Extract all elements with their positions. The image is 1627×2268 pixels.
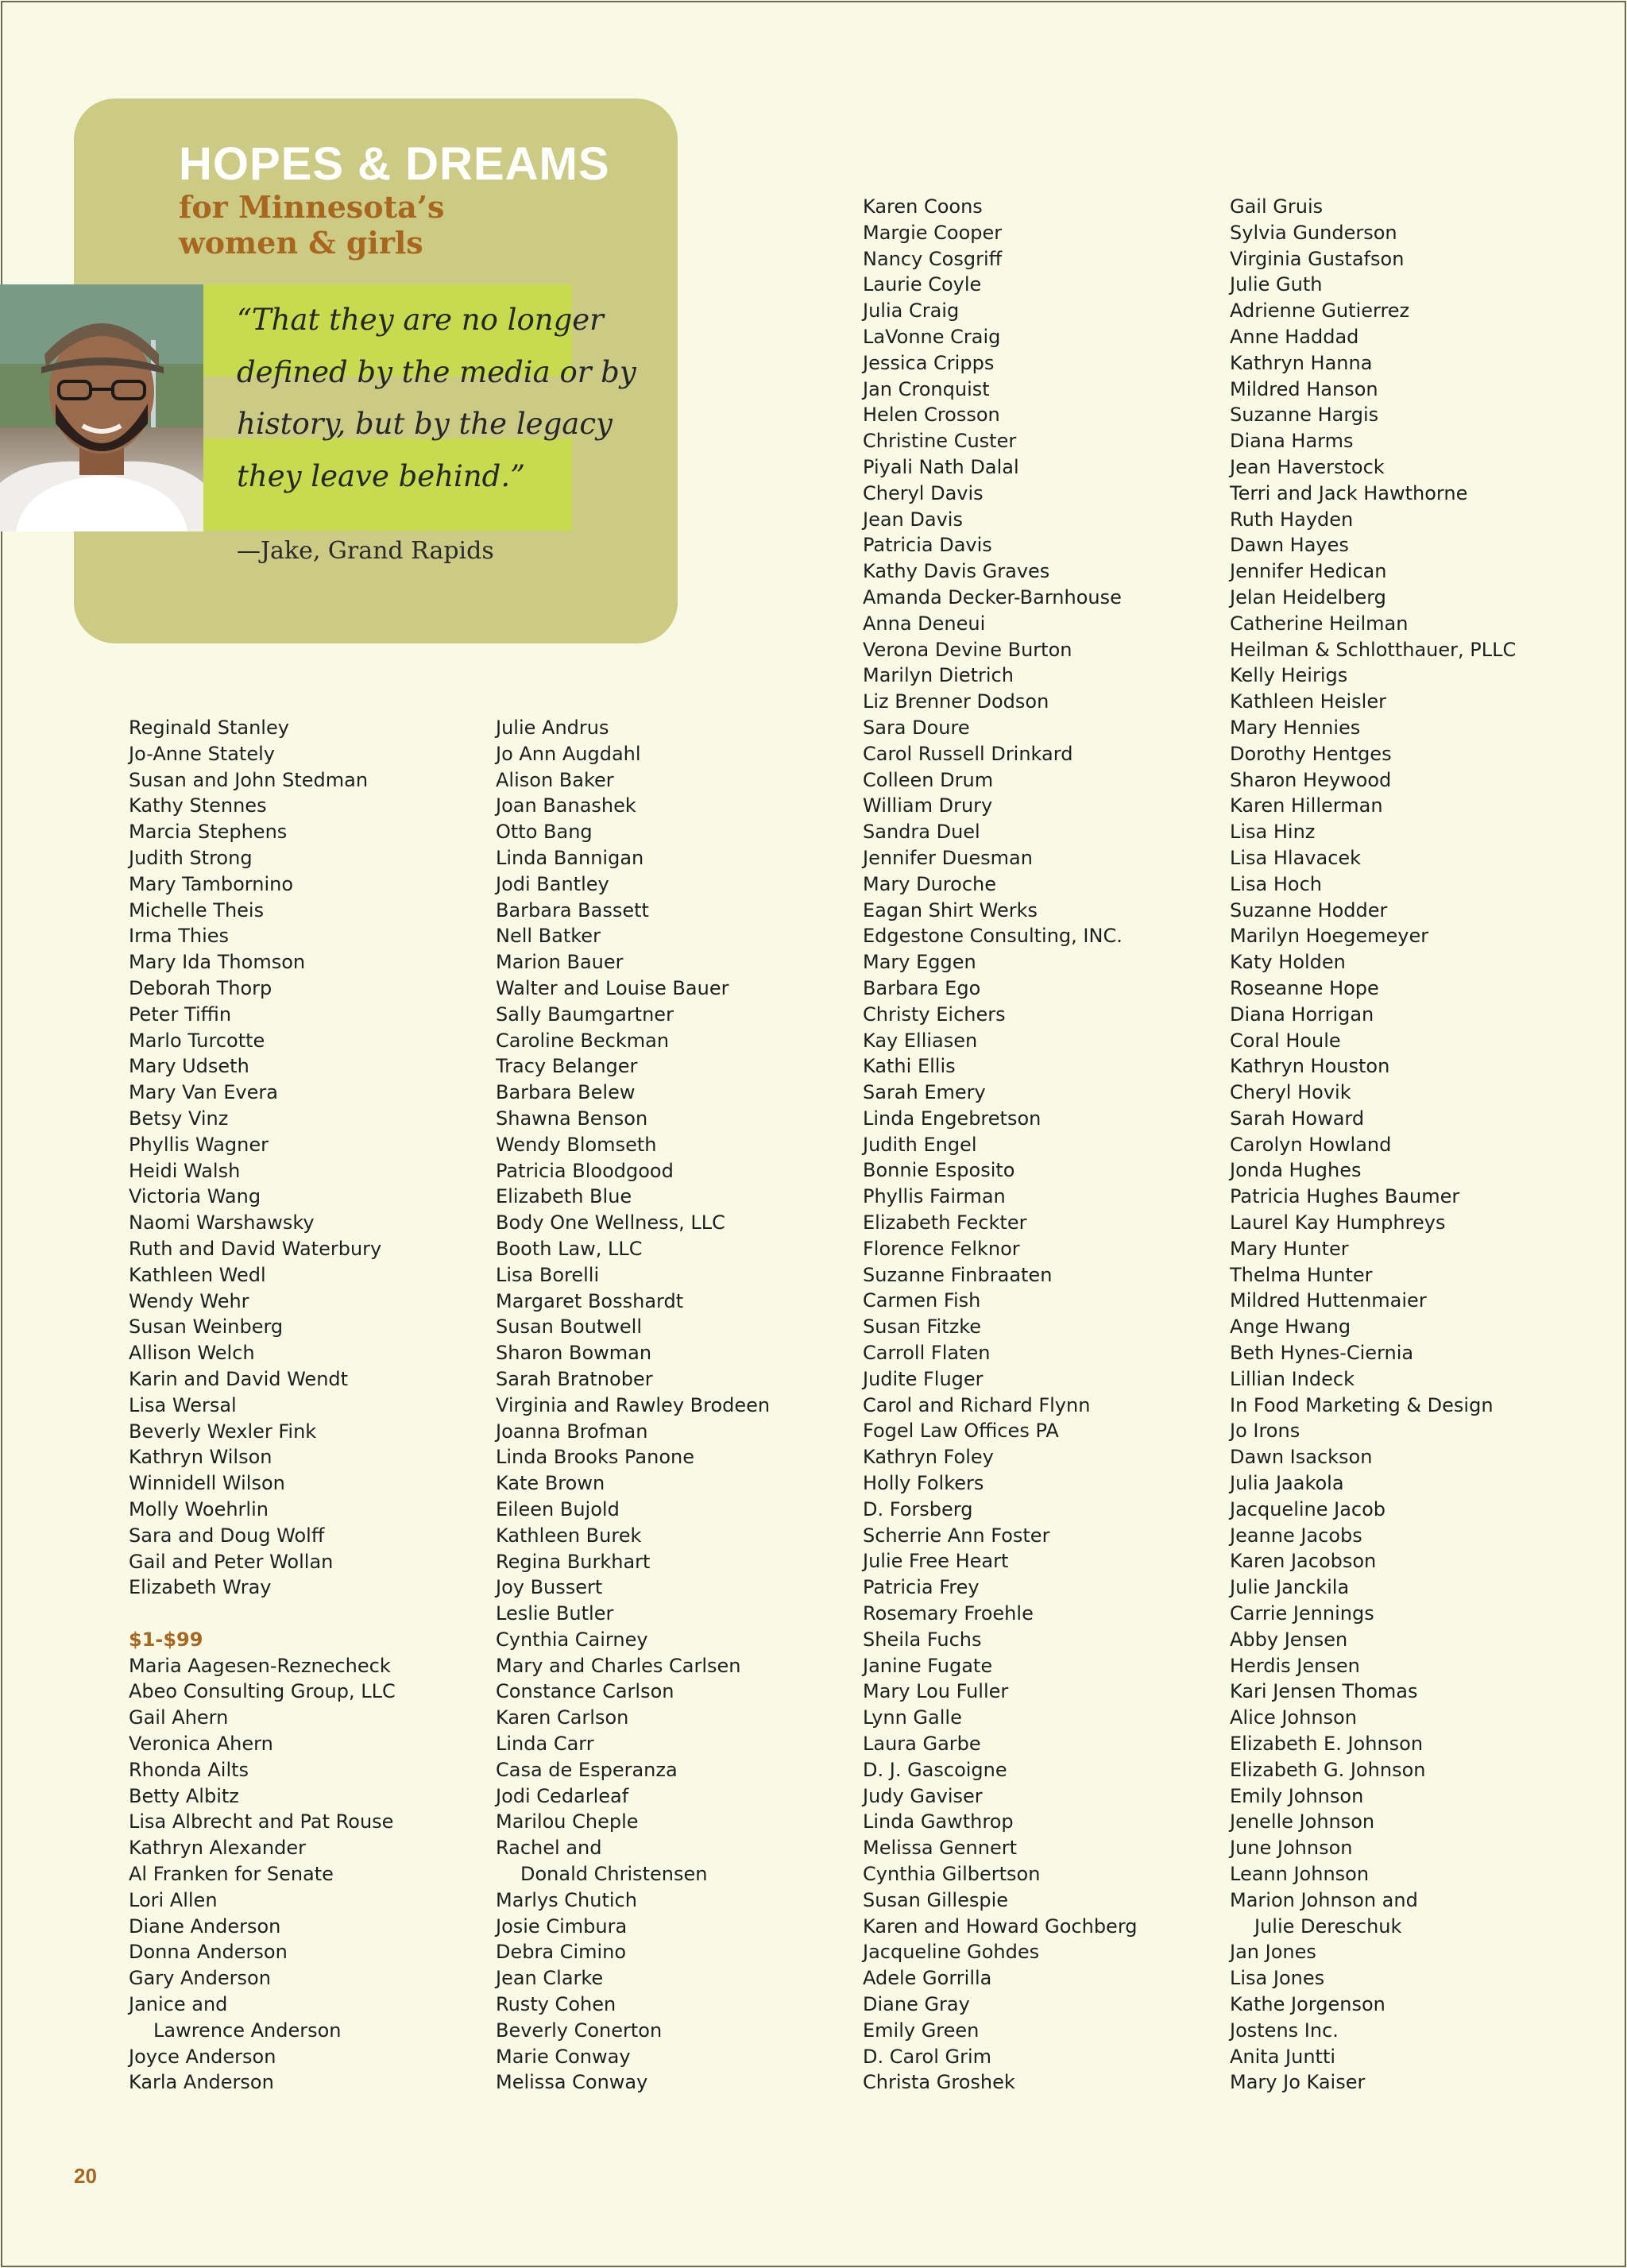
pull-quote-line: they leave behind.” [237,458,526,493]
donor-name: Sylvia Gunderson [1230,221,1397,244]
donor-name: Susan Boutwell [496,1316,642,1339]
donor-name: Margaret Bosshardt [496,1289,684,1312]
feature-title: HOPES & DREAMS [179,138,610,190]
donor-name: Constance Carlson [496,1680,674,1703]
donor-name: Diana Harms [1230,430,1354,453]
donor-name: Mildred Huttenmaier [1230,1289,1427,1312]
donor-name: Lawrence Anderson [153,2019,342,2042]
donor-name: Suzanne Finbraaten [863,1263,1053,1286]
donor-name: Holly Folkers [863,1472,984,1495]
donor-name: Emily Johnson [1230,1784,1364,1807]
donor-name: Carmen Fish [863,1289,981,1312]
pull-quote [237,294,636,502]
donor-name: Alice Johnson [1230,1706,1357,1729]
donor-name: Elizabeth Blue [496,1185,632,1208]
donor-name: Virginia and Rawley Brodeen [496,1393,771,1416]
donor-name: Mary Tambornino [129,872,294,895]
donor-name: Margie Cooper [863,221,1003,244]
donor-name: Lisa Hlavacek [1230,846,1362,869]
donor-name: Patricia Frey [863,1576,980,1599]
donor-name: Anita Juntti [1230,2045,1336,2068]
donor-name: Cheryl Hovik [1230,1081,1351,1104]
donor-name: Molly Woehrlin [129,1497,269,1520]
donor-name: Kathleen Burek [496,1524,642,1547]
donor-name: Lisa Borelli [496,1263,600,1286]
donor-name: Jo Irons [1230,1420,1300,1443]
donor-name: Betsy Vinz [129,1107,229,1130]
donor-name: Linda Bannigan [496,846,644,869]
donor-name: Kari Jensen Thomas [1230,1680,1418,1703]
donor-name: Piyali Nath Dalal [863,455,1019,478]
donor-name: D. Carol Grim [863,2045,992,2068]
donor-name: Bonnie Esposito [863,1159,1015,1182]
donor-name: LaVonne Craig [863,325,1001,348]
donor-name: Kathryn Hanna [1230,351,1373,374]
donor-name: Linda Gawthrop [863,1810,1014,1833]
donor-name: Karen and Howard Gochberg [863,1914,1138,1938]
donor-name: Dawn Isackson [1230,1446,1373,1469]
donor-name: Donald Christensen [520,1863,708,1886]
donor-name: Carol Russell Drinkard [863,742,1073,765]
donor-name: Suzanne Hargis [1230,404,1379,427]
donor-name: Kathryn Alexander [129,1837,306,1860]
donor-name: Kathy Davis Graves [863,560,1050,583]
donor-name: Mary Hennies [1230,716,1361,739]
donor-name: Julie Guth [1230,273,1323,296]
donor-name: Judy Gaviser [863,1784,983,1807]
donor-name: Laurel Kay Humphreys [1230,1211,1446,1234]
donor-name: Sharon Heywood [1230,768,1392,791]
donor-name: Donna Anderson [129,1941,288,1964]
donor-name: Lillian Indeck [1230,1367,1355,1390]
donor-name: Rhonda Ailts [129,1758,249,1781]
donor-name: Al Franken for Senate [129,1863,334,1886]
donor-name: Jostens Inc. [1230,2019,1339,2042]
donor-name: Marcia Stephens [129,821,288,844]
page-number: 20 [74,2164,97,2188]
donor-name: Anne Haddad [1230,325,1359,348]
donor-name: Sandra Duel [863,821,980,844]
donor-name: Kathryn Houston [1230,1055,1390,1078]
donor-name: Susan Weinberg [129,1316,284,1339]
donor-name: Leslie Butler [496,1602,614,1625]
donor-name: Mary Lou Fuller [863,1680,1009,1703]
donor-name: Peter Tiffin [129,1003,232,1026]
quote-attribution: —Jake, Grand Rapids [237,537,494,565]
donor-name: Adele Gorrilla [863,1967,992,1990]
donor-name: Jan Jones [1230,1941,1316,1964]
donor-name: Anna Deneui [863,612,986,635]
donor-name: Joanna Brofman [496,1420,648,1443]
donor-name: Julie Free Heart [863,1550,1009,1573]
donor-name: Lisa Hinz [1230,821,1316,844]
donor-name: Jean Davis [863,508,963,531]
donor-name: Betty Albitz [129,1784,239,1807]
donor-name: Joyce Anderson [129,2045,276,2068]
donor-name: Nancy Cosgriff [863,247,1003,270]
donor-name: Jenelle Johnson [1230,1810,1375,1833]
donor-name: Mary and Charles Carlsen [496,1654,741,1677]
donor-name: Terri and Jack Hawthorne [1230,481,1468,504]
donor-name: Christine Custer [863,430,1017,453]
donor-name: Adrienne Gutierrez [1230,299,1410,323]
donor-name: Rosemary Froehle [863,1602,1034,1625]
donor-name: Sarah Emery [863,1081,986,1104]
donor-name: Maria Aagesen-Reznecheck [129,1654,391,1677]
donor-name: Beverly Conerton [496,2019,663,2042]
giving-level-heading: $1-$99 [129,1628,203,1651]
donor-name: Naomi Warshawsky [129,1211,315,1234]
donor-name: Winnidell Wilson [129,1472,285,1495]
donor-name: Otto Bang [496,821,593,844]
donor-name: Fogel Law Offices PA [863,1420,1059,1443]
donor-name: Eileen Bujold [496,1497,620,1520]
donor-name: Melissa Conway [496,2071,648,2094]
donor-name: Jelan Heidelberg [1230,585,1386,609]
donor-name: Patricia Bloodgood [496,1159,674,1182]
donor-name: Michelle Theis [129,898,265,921]
donor-name: Julia Craig [863,299,960,323]
donor-name: Roseanne Hope [1230,976,1379,999]
donor-name: Jacqueline Jacob [1230,1497,1386,1520]
donor-name: Casa de Esperanza [496,1758,678,1781]
feature-subtitle-line-1: for Minnesota’s [179,189,445,225]
donor-name: Jennifer Hedican [1230,560,1387,583]
donor-name: Carolyn Howland [1230,1133,1392,1156]
donor-name: Barbara Belew [496,1081,636,1104]
donor-name: Helen Crosson [863,404,1000,427]
donor-name: Florence Felknor [863,1237,1020,1260]
donor-name: Emily Green [863,2019,980,2042]
donor-name: Carrie Jennings [1230,1602,1374,1625]
donor-name: Elizabeth Wray [129,1576,272,1599]
donor-column-3 [863,194,1138,2096]
donor-name: Tracy Belanger [496,1055,638,1078]
donor-name: Karen Jacobson [1230,1550,1377,1573]
donor-name: Lisa Wersal [129,1393,237,1416]
donor-name: Abby Jensen [1230,1628,1348,1651]
donor-name: Edgestone Consulting, INC. [863,925,1123,948]
donor-name: Elizabeth E. Johnson [1230,1733,1424,1756]
pull-quote-line: “That they are no longer [237,303,604,337]
pull-quote-line: defined by the media or by [237,354,636,389]
donor-name: Jan Cronquist [863,377,990,400]
donor-name: Walter and Louise Bauer [496,976,729,999]
donor-name: Lisa Hoch [1230,872,1323,895]
donor-name: Gary Anderson [129,1967,271,1990]
donor-name: Ruth Hayden [1230,508,1354,531]
donor-name: Suzanne Hodder [1230,898,1388,921]
donor-name: D. Forsberg [863,1497,973,1520]
donor-name: Mary Eggen [863,951,976,974]
donor-name: Cynthia Gilbertson [863,1863,1041,1885]
donor-name: Eagan Shirt Werks [863,898,1038,921]
donor-name: Melissa Gennert [863,1837,1017,1860]
donor-name: Jodi Bantley [496,872,609,895]
donor-name: Jonda Hughes [1230,1159,1362,1182]
donor-name: Leann Johnson [1230,1863,1370,1885]
donor-name: Sara and Doug Wolff [129,1524,325,1547]
donor-name: Julie Janckila [1230,1576,1350,1599]
donor-name: Wendy Wehr [129,1289,249,1312]
donor-name: Marie Conway [496,2045,631,2068]
donor-name: Wendy Blomseth [496,1133,657,1156]
donor-name: Kathleen Wedl [129,1263,266,1286]
donor-name: Catherine Heilman [1230,612,1409,635]
donor-name: Debra Cimino [496,1941,627,1964]
donor-name: Sharon Bowman [496,1342,652,1365]
donor-name: Patricia Davis [863,534,992,557]
donor-name: D. J. Gascoigne [863,1758,1007,1781]
donor-name: Kelly Heirigs [1230,664,1348,687]
donor-name: Katy Holden [1230,951,1346,974]
donor-name: Karen Carlson [496,1706,629,1729]
donor-column-2 [496,715,770,2096]
donor-name: Regina Burkhart [496,1550,651,1573]
donor-name: Lisa Albrecht and Pat Rouse [129,1810,394,1833]
donor-name: Karin and David Wendt [129,1367,349,1390]
donor-name: Susan Gillespie [863,1888,1009,1911]
donor-name: Jacqueline Gohdes [863,1941,1040,1964]
donor-name: Mary Jo Kaiser [1230,2071,1366,2094]
donor-name: Julie Dereschuk [1254,1914,1402,1938]
donor-name: Coral Houle [1230,1029,1341,1052]
donor-name: Alison Baker [496,768,614,791]
donor-name: Jean Clarke [496,1967,604,1990]
donor-name: Kathleen Heisler [1230,690,1386,713]
donor-name: Ange Hwang [1230,1316,1351,1339]
donor-column-1 [129,715,396,2096]
donor-name: Marlo Turcotte [129,1029,265,1052]
donor-name: Sally Baumgartner [496,1003,674,1026]
donor-name: Virginia Gustafson [1230,247,1405,270]
donor-name: Diana Horrigan [1230,1003,1374,1026]
donor-name: Heilman & Schlotthauer, PLLC [1230,638,1517,661]
donor-name: Phyllis Wagner [129,1133,269,1156]
donor-name: Jo Ann Augdahl [496,742,641,765]
donor-name: Gail Gruis [1230,195,1324,218]
donor-name: Sarah Howard [1230,1107,1365,1130]
donor-name: Diane Anderson [129,1914,281,1938]
donor-name: Judite Fluger [863,1367,984,1390]
donor-name: Marilyn Dietrich [863,664,1014,687]
donor-name: Mary Van Evera [129,1081,278,1104]
donor-name: Thelma Hunter [1230,1263,1373,1286]
donor-name: Kathi Ellis [863,1055,956,1078]
donor-name: Beth Hynes-Ciernia [1230,1342,1414,1365]
donor-name: Marilyn Hoegemeyer [1230,925,1429,948]
donor-name: Barbara Bassett [496,898,649,921]
donor-name: Beverly Wexler Fink [129,1420,317,1443]
donor-name: Irma Thies [129,925,230,948]
donor-name: Kathryn Wilson [129,1446,272,1469]
donor-name: Sara Doure [863,716,970,739]
donor-name: Lisa Jones [1230,1967,1325,1990]
donor-name: Ruth and David Waterbury [129,1237,382,1260]
donor-name: Gail Ahern [129,1706,229,1729]
list-spacer [129,1601,396,1627]
donor-name: Linda Engebretson [863,1107,1042,1130]
donor-name: Lynn Galle [863,1706,962,1729]
donor-name: Carol and Richard Flynn [863,1393,1091,1416]
feature-subtitle-line-2: women & girls [179,225,423,261]
donor-name: Laura Garbe [863,1733,981,1756]
donor-name: Karla Anderson [129,2071,274,2094]
donor-name: June Johnson [1230,1837,1353,1860]
donor-name: Jodi Cedarleaf [496,1784,629,1807]
donor-name: Linda Carr [496,1733,594,1756]
donor-name: Jessica Cripps [863,351,995,374]
donor-name: Amanda Decker-Barnhouse [863,585,1122,609]
donor-name: Susan Fitzke [863,1316,982,1339]
donor-name: Laurie Coyle [863,273,982,296]
donor-name: Kathryn Foley [863,1446,994,1469]
donor-name: Heidi Walsh [129,1159,241,1182]
donor-name: Kathy Stennes [129,794,267,817]
donor-name: Booth Law, LLC [496,1237,643,1260]
donor-name: Joy Bussert [496,1576,603,1599]
donor-name: Colleen Drum [863,768,994,791]
donor-name: Sarah Bratnober [496,1367,653,1390]
donor-name: Jean Haverstock [1230,455,1385,478]
portrait-photo [0,284,203,531]
donor-name: Verona Devine Burton [863,638,1072,661]
donor-name: Judith Engel [863,1133,977,1156]
donor-name: Reginald Stanley [129,717,289,739]
donor-name: Deborah Thorp [129,976,272,999]
donor-name: Marion Johnson and [1230,1888,1418,1911]
donor-name: In Food Marketing & Design [1230,1393,1494,1416]
donor-name: Mildred Hanson [1230,377,1378,400]
donor-name: Linda Brooks Panone [496,1446,694,1469]
donor-name: William Drury [863,794,993,817]
donor-name: Jeanne Jacobs [1230,1524,1362,1547]
donor-name: Karen Coons [863,195,983,218]
donor-name: Nell Batker [496,925,601,948]
donor-name: Rachel and [496,1837,602,1860]
donor-name: Patricia Hughes Baumer [1230,1185,1460,1208]
donor-name: Kathe Jorgenson [1230,1992,1385,2015]
donor-name: Elizabeth G. Johnson [1230,1758,1426,1781]
donor-name: Phyllis Fairman [863,1185,1006,1208]
donor-name: Herdis Jensen [1230,1654,1360,1677]
donor-name: Mary Udseth [129,1055,249,1078]
donor-name: Liz Brenner Dodson [863,690,1049,713]
donor-name: Mary Hunter [1230,1237,1349,1260]
donor-name: Christa Groshek [863,2071,1015,2094]
donor-name: Diane Gray [863,1992,970,2015]
donor-name: Janice and [129,1993,228,2016]
donor-name: Gail and Peter Wollan [129,1550,334,1573]
donor-name: Marilou Cheple [496,1810,639,1833]
feature-subtitle [179,189,444,261]
donor-name: Janine Fugate [863,1654,993,1677]
donor-name: Cheryl Davis [863,481,984,504]
donor-name: Julia Jaakola [1230,1472,1344,1495]
portrait-illustration [0,284,203,531]
donor-name: Kate Brown [496,1472,605,1495]
donor-name: Mary Duroche [863,872,996,895]
donor-name: Shawna Benson [496,1107,648,1130]
donor-name: Marlys Chutich [496,1888,637,1911]
donor-name: Caroline Beckman [496,1029,670,1052]
donor-name: Cynthia Cairney [496,1628,648,1651]
donor-name: Rusty Cohen [496,1993,616,2016]
donor-name: Mary Ida Thomson [129,951,306,974]
donor-name: Dorothy Hentges [1230,742,1392,765]
donor-name: Jennifer Duesman [863,846,1033,869]
donor-name: Lori Allen [129,1888,218,1911]
donor-name: Joan Banashek [496,794,636,817]
donor-name: Julie Andrus [496,717,609,739]
donor-name: Karen Hillerman [1230,794,1383,817]
donor-name: Marion Bauer [496,951,624,974]
donor-name: Susan and John Stedman [129,768,369,791]
donor-name: Victoria Wang [129,1185,261,1208]
donor-name: Judith Strong [129,846,253,869]
donor-name: Jo-Anne Stately [129,742,275,765]
donor-name: Body One Wellness, LLC [496,1211,725,1234]
donor-name: Veronica Ahern [129,1733,273,1756]
pull-quote-line: history, but by the legacy [237,407,613,441]
donor-name: Dawn Hayes [1230,534,1349,557]
donor-name: Elizabeth Feckter [863,1211,1027,1234]
donor-name: Abeo Consulting Group, LLC [129,1680,396,1703]
donor-name: Barbara Ego [863,976,981,999]
donor-name: Kay Elliasen [863,1029,978,1052]
donor-name: Allison Welch [129,1342,255,1365]
donor-name: Sheila Fuchs [863,1628,982,1651]
donor-name: Carroll Flaten [863,1342,991,1365]
donor-name: Scherrie Ann Foster [863,1524,1050,1547]
donor-name: Josie Cimbura [496,1914,628,1938]
donor-column-4 [1230,194,1516,2096]
donor-name: Christy Eichers [863,1003,1006,1026]
